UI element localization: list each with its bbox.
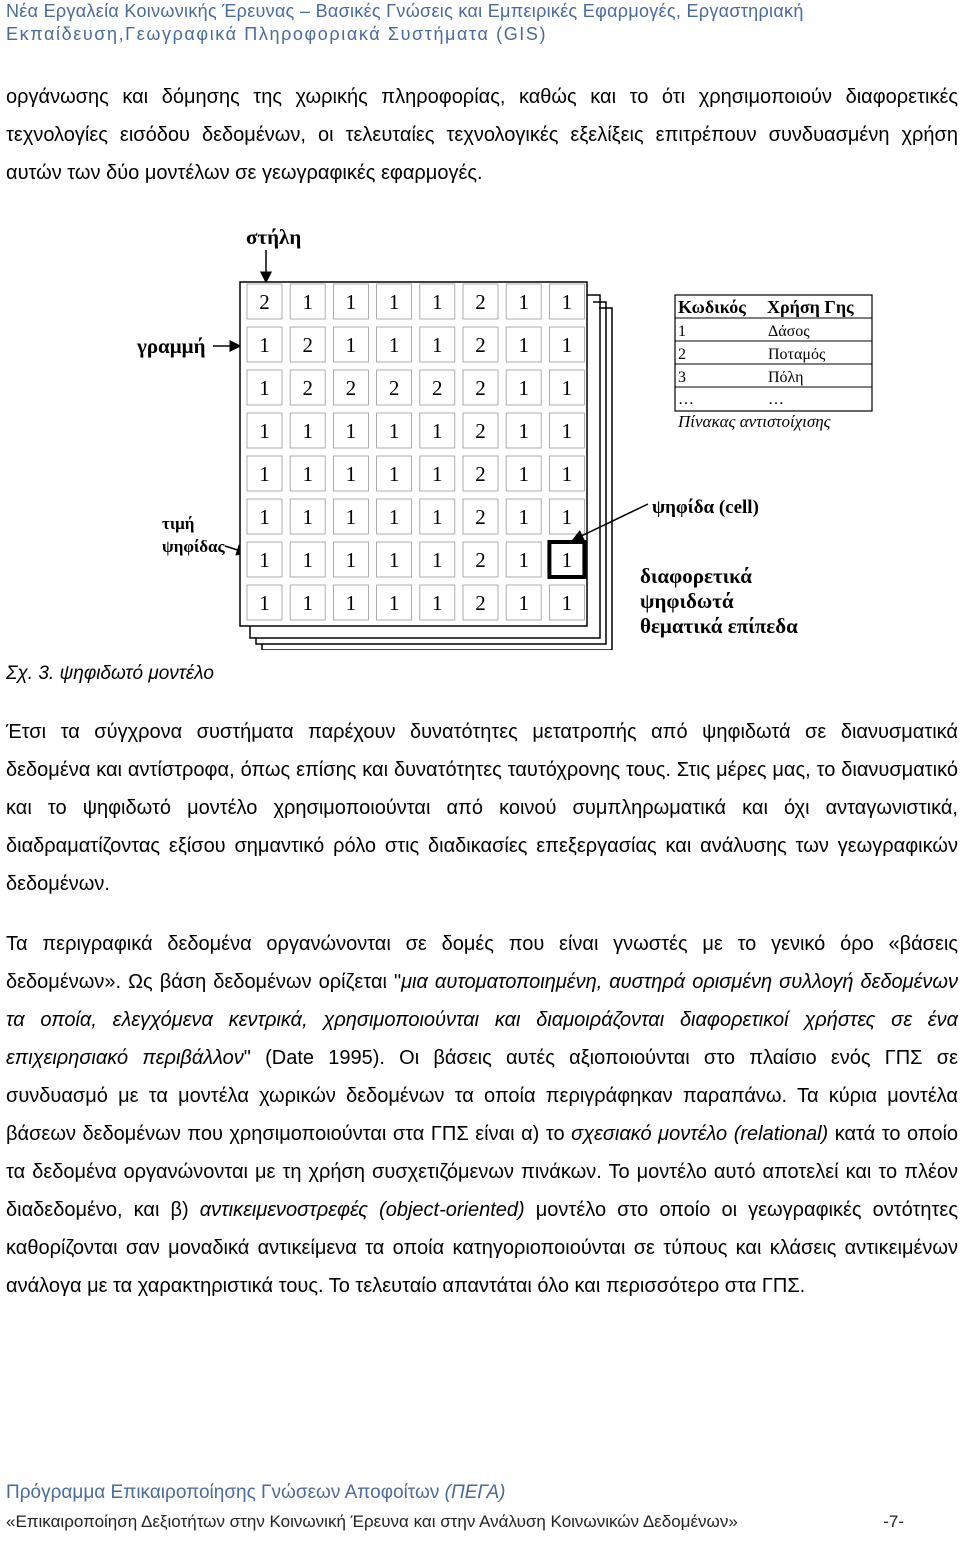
grid-cell-value: 1 xyxy=(432,591,443,615)
grid-cell-value: 1 xyxy=(388,548,400,572)
grid-cell-value: 1 xyxy=(345,419,357,443)
cell-value-label-1: τιμή xyxy=(162,514,195,533)
grid-cell-value: 2 xyxy=(475,290,486,314)
grid-cell-value: 1 xyxy=(518,462,529,486)
grid-cell-value: 2 xyxy=(432,376,443,400)
grid-cell-value: 2 xyxy=(475,333,486,357)
lookup-row-2-code: 2 xyxy=(678,346,686,363)
grid-cell-value: 1 xyxy=(345,333,357,357)
grid-cell-value: 1 xyxy=(259,505,270,529)
footer-title: «Επικαιροποίηση Δεξιοτήτων στην Κοινωνική Έρευνα και στην Ανάλυση Κοινωνικών Δεδομένων» xyxy=(6,1512,738,1531)
grid-cell-value: 1 xyxy=(388,290,400,314)
grid-cell-value: 1 xyxy=(518,333,529,357)
lookup-table-caption: Πίνακας αντιστοίχισης xyxy=(678,412,831,431)
grid-cell-value: 2 xyxy=(259,290,270,314)
grid-cell-value: 1 xyxy=(561,419,573,443)
grid-cell-value: 2 xyxy=(475,591,486,615)
p3-text-3: κατά το οποίο τα δεδομένα οργανώνονται με τη χρήση συσχετιζόμενων πινάκων. Το μοντέλο αυτό αποτελεί και το πλέον διαδεδομένο, και β) xyxy=(6,1123,959,1221)
lookup-row-2-use: Ποταμός xyxy=(768,346,826,363)
grid-cell-value: 1 xyxy=(302,505,313,529)
grid-cell-value: 2 xyxy=(302,333,313,357)
grid-cell-value: 1 xyxy=(302,290,313,314)
lookup-row-4-code: … xyxy=(678,391,694,408)
layers-label-3: θεματικά επίπεδα xyxy=(640,614,798,638)
grid-cell-value: 1 xyxy=(259,376,270,400)
lookup-row-1-code: 1 xyxy=(678,323,686,340)
grid-cell-value: 2 xyxy=(388,376,400,400)
p3-object-oriented: αντικειμενοστρεφές (object-oriented) xyxy=(199,1199,525,1221)
grid-cell-value: 1 xyxy=(345,548,357,572)
cell-value-label-2: ψηφίδας xyxy=(162,537,225,556)
grid-cell-value: 1 xyxy=(345,505,357,529)
grid-cell-value: 1 xyxy=(432,419,443,443)
grid-cell-value: 1 xyxy=(345,462,357,486)
lookup-header-landuse: Χρήση Γης xyxy=(767,297,854,317)
row-label: γραμμή xyxy=(137,334,206,358)
grid-cell-value: 1 xyxy=(388,591,400,615)
grid-cell-value: 1 xyxy=(561,505,573,529)
p3-text-1: Τα περιγραφικά δεδομένα οργανώνονται σε δομές που είναι γνωστές με το γενικό όρο «βάσεις δεδομένων». Ως βάση δεδομένων ορίζεται " xyxy=(6,933,958,993)
grid-cell-value: 2 xyxy=(475,376,486,400)
grid-cell-value: 1 xyxy=(259,462,270,486)
grid-cell-value: 1 xyxy=(518,419,529,443)
grid-cell-value: 2 xyxy=(345,376,357,400)
lookup-header-code: Κωδικός xyxy=(678,297,746,317)
cell-label: ψηφίδα (cell) xyxy=(652,497,759,518)
grid-cell-value: 1 xyxy=(518,548,529,572)
grid-cell-value: 2 xyxy=(475,419,486,443)
grid-cell-value: 1 xyxy=(302,591,313,615)
lookup-row-3-use: Πόλη xyxy=(768,369,804,386)
p3-relational: σχεσιακό μοντέλο (relational) xyxy=(571,1123,829,1145)
grid-cell-value: 1 xyxy=(518,290,529,314)
grid-cell-value: 2 xyxy=(475,548,486,572)
grid-cell-value: 1 xyxy=(388,505,400,529)
p3-text-2: " (Date 1995). Οι βάσεις αυτές αξιοποιούνται στο πλαίσιο ενός ΓΠΣ σε συνδυασμό με τα μοντέλα χωρικών δεδομένων τα οποία περιγράφηκαν παραπάνω. Τα κύρια μοντέλα βάσεων δεδομένων που χρησιμοποιούνται στα ΓΠΣ είναι α) το xyxy=(6,1047,958,1145)
p3-definition: μια αυτοματοποιημένη, αυστηρά ορισμένη συλλογή δεδομένων τα οποία, ελεγχόμενα κεντρικά, χρησιμοποιούνται και διαμοιράζονται διαφορετικοί χρήστες σε ένα επιχειρησιακό περιβάλλον xyxy=(6,971,959,1069)
lookup-table xyxy=(675,295,872,431)
grid-cell-value: 1 xyxy=(518,376,529,400)
figure-caption: Σχ. 3. ψηφιδωτό μοντέλο xyxy=(6,663,214,684)
lookup-row-1-use: Δάσος xyxy=(768,323,810,340)
grid-cell-value: 1 xyxy=(259,591,270,615)
grid-cell-value: 2 xyxy=(475,462,486,486)
p3-text-4: μοντέλο στο οποίο οι γεωγραφικές οντότητες καθορίζονται σαν μοναδικά αντικείμενα τα οποία κατηγοριοποιούνται σε τύπους και κλάσεις αντικειμένων ανάλογα με τα χαρακτηριστικά τους. Το τελευταίο απαντάται όλο και περισσότερο στα ΓΠΣ. xyxy=(6,1199,958,1297)
grid-cell-value: 1 xyxy=(561,376,573,400)
footer-title-row xyxy=(6,1512,956,1532)
running-header xyxy=(6,0,956,46)
grid-cell-value: 1 xyxy=(259,419,270,443)
lookup-row-4-use: … xyxy=(768,391,784,408)
grid-cell-value: 1 xyxy=(518,505,529,529)
grid-cell-value: 1 xyxy=(432,290,443,314)
grid-cell-value: 1 xyxy=(259,548,270,572)
grid-cell-value: 1 xyxy=(432,333,443,357)
footer-program xyxy=(6,1482,505,1504)
grid-cell-value: 2 xyxy=(475,505,486,529)
header-line-1: Νέα Εργαλεία Κοινωνικής Έρευνας – Βασικές Γνώσεις και Εμπειρικές Εφαρμογές, Εργαστηριακή xyxy=(6,1,804,21)
grid-cell-value: 1 xyxy=(345,290,357,314)
layers-label-1: διαφορετικά xyxy=(640,564,752,588)
page-number: -7- xyxy=(883,1512,904,1531)
column-label: στήλη xyxy=(246,225,302,249)
paragraph-3 xyxy=(6,925,958,1305)
grid-cell-value: 2 xyxy=(302,376,313,400)
grid-cell-value: 1 xyxy=(302,419,313,443)
grid-cell-value: 1 xyxy=(388,333,400,357)
grid-cell-value: 1 xyxy=(432,462,443,486)
grid-cell-value: 1 xyxy=(432,548,443,572)
grid-cell-value: 1 xyxy=(561,548,573,572)
grid-cell-value: 1 xyxy=(518,591,529,615)
grid-cell-value: 1 xyxy=(345,591,357,615)
footer-program-name: Πρόγραμμα Επικαιροποίησης Γνώσεων Αποφοίτων xyxy=(6,1482,445,1503)
paragraph-2: Έτσι τα σύγχρονα συστήματα παρέχουν δυνατότητες μετατροπής από ψηφιδωτά σε διανυσματικά δεδομένα και αντίστροφα, όπως επίσης και δυνατότητες ταυτόχρονης τους. Στις μέρες μας, το διανυσματικό και το ψηφιδωτό μοντέλο χρησιμοποιούνται από κοινού συμπληρωματικά και όχι ανταγωνιστικά, διαδραματίζοντας εξίσου σημαντικό ρόλο στις διαδικασίες επεξεργασίας και ανάλυσης των γεωγραφικών δεδομένων. xyxy=(6,721,958,895)
intro-paragraph: οργάνωσης και δόμησης της χωρικής πληροφορίας, καθώς και το ότι χρησιμοποιούν διαφορετικές τεχνολογίες εισόδου δεδομένων, οι τελευταίες τεχνολογικές εξελίξεις επιτρέπουν συνδυασμένη χρήση αυτών των δύο μοντέλων σε γεωγραφικές εφαρμογές. xyxy=(6,86,958,184)
footer-program-abbr: (ΠΕΓΑ) xyxy=(444,1482,506,1503)
raster-grid-frame xyxy=(240,282,587,626)
grid-cell-value: 1 xyxy=(302,548,313,572)
layers-label-2: ψηφιδωτά xyxy=(640,589,734,613)
lookup-row-3-code: 3 xyxy=(678,369,686,386)
grid-cell-value: 1 xyxy=(561,290,573,314)
grid-cell-value: 1 xyxy=(561,462,573,486)
grid-cell-value: 1 xyxy=(388,419,400,443)
header-line-2: Εκπαίδευση,Γεωγραφικά Πληροφοριακά Συστήματα (GIS) xyxy=(6,24,548,44)
grid-cell-value: 1 xyxy=(259,333,270,357)
raster-model-figure xyxy=(0,220,960,650)
grid-cell-value: 1 xyxy=(388,462,400,486)
grid-cell-value: 1 xyxy=(302,462,313,486)
grid-cell-value: 1 xyxy=(561,591,573,615)
grid-cell-value: 1 xyxy=(432,505,443,529)
grid-cell-value: 1 xyxy=(561,333,573,357)
